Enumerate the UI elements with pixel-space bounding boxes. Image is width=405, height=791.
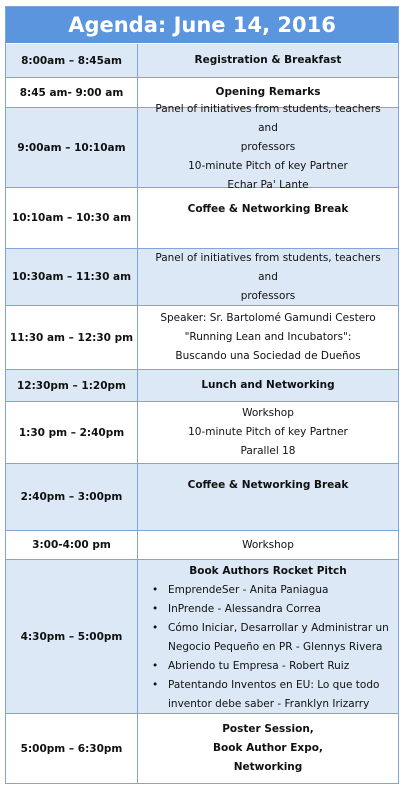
agenda-row [6, 187, 398, 248]
event-line: professors [240, 289, 296, 302]
event-line: Coffee & Networking Break [187, 203, 349, 215]
event-line: Panel of initiatives from students, teachers and [155, 251, 381, 283]
list-item: • Cómo Iniciar, Desarrollar y Administrar un Negocio Pequeño en PR - Glennys Rivera [168, 619, 390, 657]
event-line: Buscando una Sociedad de Dueños [175, 350, 361, 362]
agenda-row [6, 248, 398, 305]
event-cell [138, 103, 398, 191]
agenda-row [6, 530, 398, 559]
list-item: • EmprendeSer - Anita Paniagua [168, 581, 390, 600]
event-line: Workshop [242, 407, 294, 419]
event-line: Coffee & Networking Break [187, 479, 349, 491]
time-cell: 1:30 pm – 2:40pm [6, 402, 138, 463]
time-cell: 4:30pm – 5:00pm [6, 560, 138, 713]
time-cell: 10:10am – 10:30 am [6, 188, 138, 248]
agenda-table [5, 6, 399, 784]
time-cell: 12:30pm – 1:20pm [6, 370, 138, 401]
event-cell [138, 402, 398, 463]
agenda-row [6, 401, 398, 463]
event-cell [138, 306, 398, 369]
event-line: professors [240, 141, 296, 153]
event-line: Lunch and Networking [201, 379, 335, 391]
event-line: Echar Pa' Lante [227, 179, 309, 191]
time-cell: 10:30am – 11:30 am [6, 249, 138, 305]
event-cell [138, 188, 398, 248]
time-cell: 5:00pm – 6:30pm [6, 714, 138, 783]
event-cell [138, 714, 398, 783]
event-line: Opening Remarks [215, 86, 321, 98]
event-line: 10-minute Pitch of key Partner [188, 426, 348, 438]
event-line: Networking [233, 761, 303, 773]
event-line: 10-minute Pitch of key Partner [188, 160, 348, 172]
event-cell [138, 249, 398, 305]
agenda-title: Agenda: June 14, 2016 [6, 7, 398, 44]
event-line: "Running Lean and Incubators": [184, 331, 352, 343]
agenda-row [6, 44, 398, 77]
event-line: Speaker: Sr. Bartolomé Gamundi Cestero [160, 312, 376, 324]
list-item: • Abriendo tu Empresa - Robert Ruiz [168, 657, 390, 676]
event-line: Poster Session, [222, 723, 314, 735]
event-heading: Book Authors Rocket Pitch [189, 565, 347, 577]
agenda-row [6, 713, 398, 783]
event-cell [138, 560, 398, 713]
time-cell: 3:00-4:00 pm [6, 531, 138, 559]
time-cell: 9:00am – 10:10am [6, 108, 138, 187]
time-cell: 8:00am – 8:45am [6, 44, 138, 77]
time-cell: 2:40pm – 3:00pm [6, 464, 138, 530]
event-cell [138, 464, 398, 530]
agenda-row [6, 103, 398, 191]
event-line: Book Author Expo, [213, 742, 323, 754]
time-cell: 8:45 am- 9:00 am [6, 78, 138, 107]
event-cell [138, 531, 398, 559]
event-line: Workshop [242, 538, 294, 551]
event-cell [138, 370, 398, 401]
event-line: Parallel 18 [240, 445, 296, 457]
time-cell: 11:30 am – 12:30 pm [6, 306, 138, 369]
agenda-row [6, 463, 398, 530]
agenda-row [6, 305, 398, 369]
list-item: • Patentando Inventos en EU: Lo que todo inventor debe saber - Franklyn Irizarry [168, 676, 390, 714]
bullet-list [146, 581, 390, 714]
event-line: Panel of initiatives from students, teachers and [155, 103, 381, 134]
list-item: • InPrende - Alessandra Correa [168, 600, 390, 619]
agenda-row [6, 559, 398, 713]
event-cell [138, 44, 398, 77]
agenda-row [6, 369, 398, 401]
event-line: Registration & Breakfast [194, 54, 342, 66]
